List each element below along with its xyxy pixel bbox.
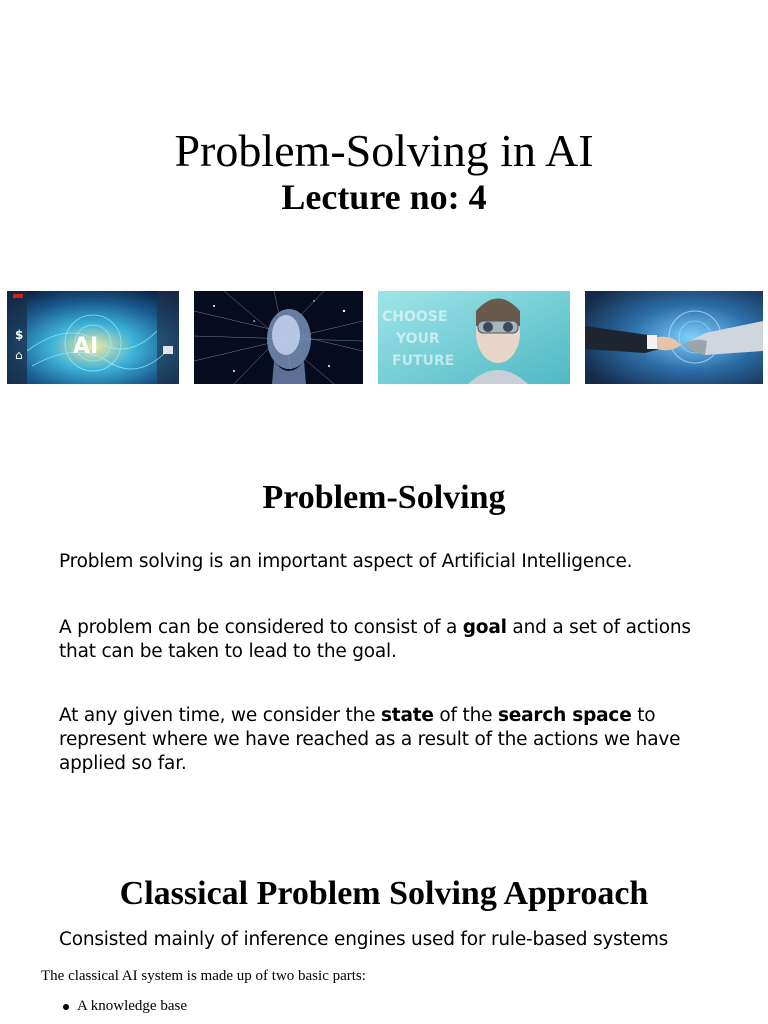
page-title: Problem-Solving in AI [174,125,594,176]
text-run: of the [433,705,498,726]
paragraph-inference-engines: Consisted mainly of inference engines used for rule-based systems [59,929,669,950]
your-text: YOUR [396,331,440,347]
dollar-icon: $ [15,328,24,342]
paragraph-goal [59,616,719,664]
ai-overlay-text: AI [73,334,99,359]
bullet-list [0,996,187,1016]
choose-text: CHOOSE [382,309,448,325]
robot-woman-image [378,291,570,384]
section-heading-classical: Classical Problem Solving Approach [119,875,649,912]
lecture-subtitle: Lecture no: 4 [281,177,487,217]
ai-circuit-image [7,291,179,384]
list-item [0,996,187,1016]
list-item-label: A knowledge base [77,998,187,1014]
bold-term-state: state [380,705,434,726]
paragraph-state [59,704,719,776]
bold-term-goal: goal [462,617,507,638]
paragraph-classical-intro: The classical AI system is made up of two basic parts: [41,968,366,984]
image-strip [0,291,768,385]
robot-handshake-image [585,291,763,384]
home-icon: ⌂ [15,348,23,362]
digital-head-image [194,291,363,384]
text-run: to represent where we have reached as a result of the actions we have applied so far. [59,705,681,774]
text-run: and a set of actions that can be taken to lead to the goal. [59,617,691,662]
text-run: A problem can be considered to consist of a [59,617,463,638]
text-run: At any given time, we consider the [59,705,381,726]
future-text: FUTURE [392,353,455,369]
bullet-icon [63,1004,69,1010]
paragraph-importance: Problem solving is an important aspect of Artificial Intelligence. [59,551,633,572]
section-heading-problem-solving: Problem-Solving [262,479,506,516]
bold-term-search-space: search space [497,705,632,726]
